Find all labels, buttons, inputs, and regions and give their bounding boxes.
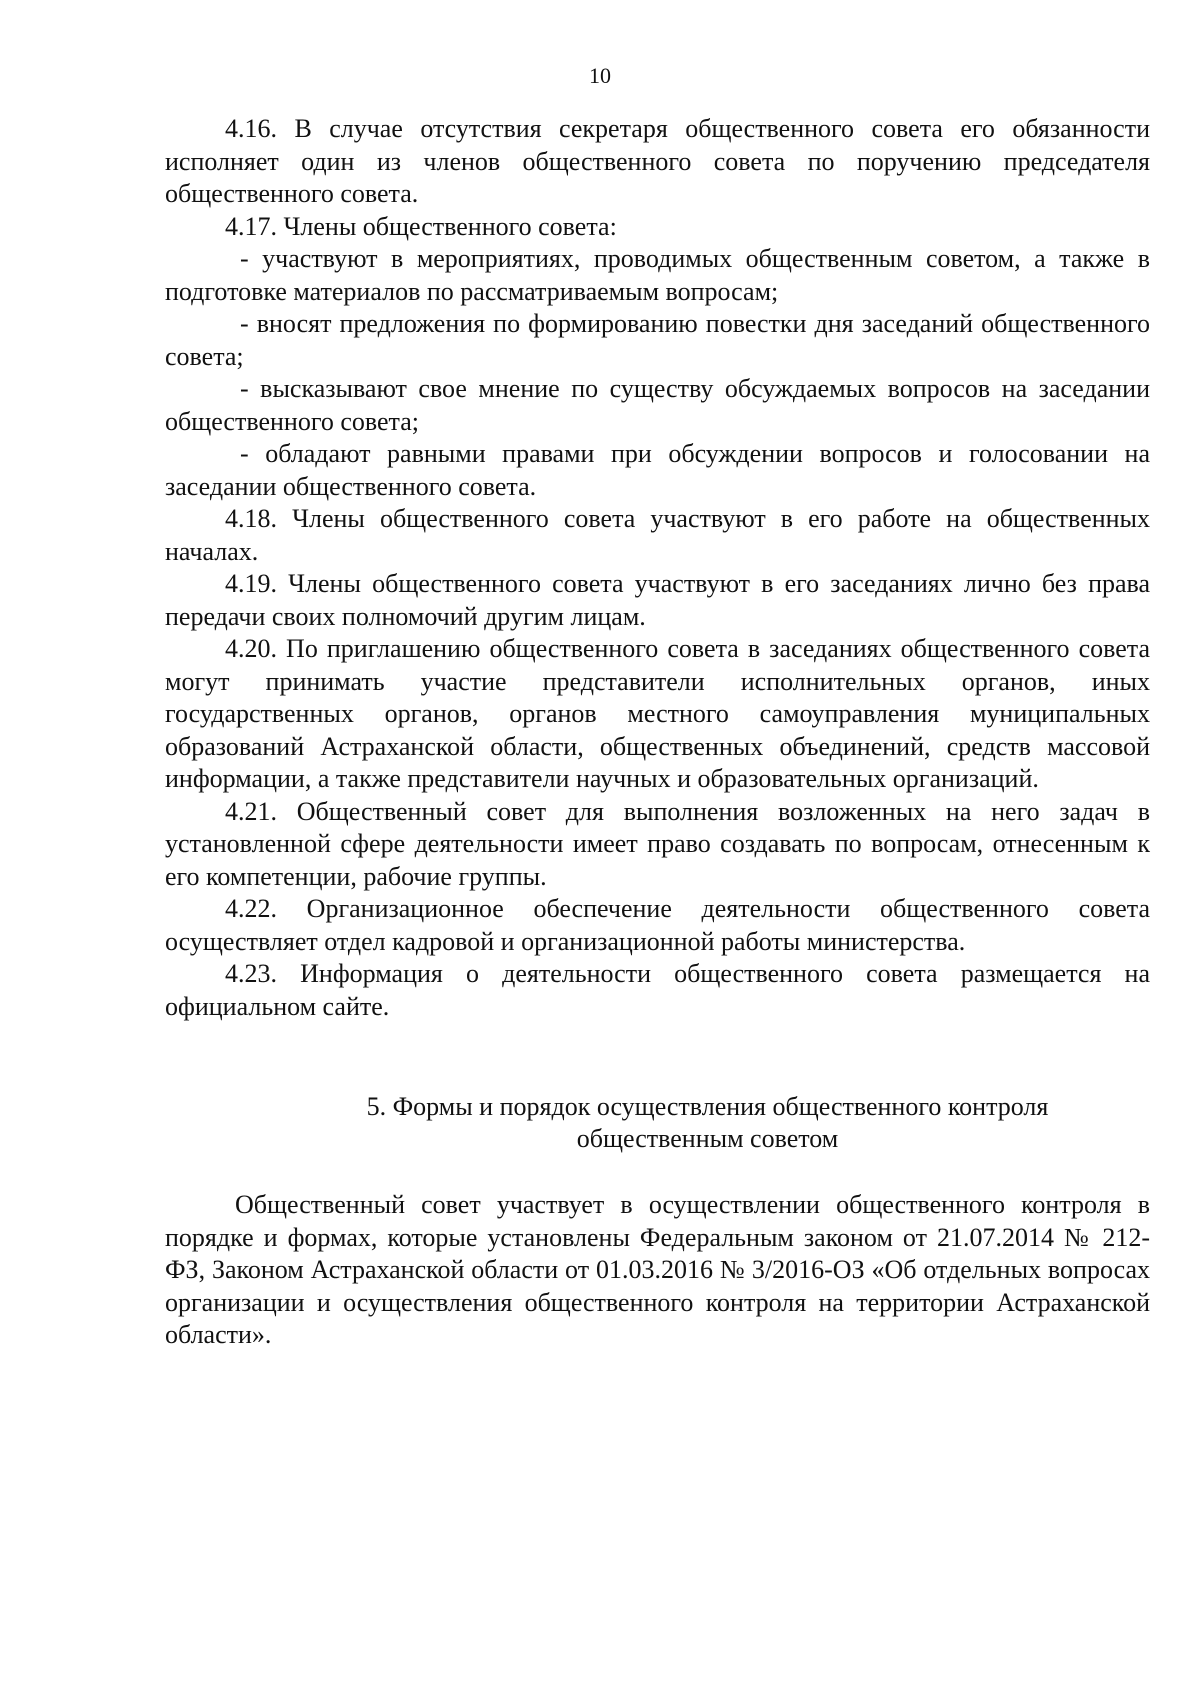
section-4-continuation	[165, 113, 1150, 1023]
paragraph-section-5: Общественный совет участвует в осуществлении общественного контроля в порядке и формах, которые установлены Федеральным законом от 21.07.2014 № 212-ФЗ, Законом Астраханской области от 01.03.2016 № 3/2016-ОЗ «Об отдельных вопросах организации и осуществления общественного контроля на территории Астраханской области».	[165, 1190, 1150, 1349]
paragraph-4-19: 4.19. Члены общественного совета участвуют в его заседаниях лично без права передачи своих полномочий другим лицам.	[165, 569, 1150, 631]
paragraph-4-21: 4.21. Общественный совет для выполнения возложенных на него задач в установленной сфере деятельности имеет право создавать по вопросам, отнесенным к его компетенции, рабочие группы.	[165, 796, 1150, 891]
paragraph-4-20: 4.20. По приглашению общественного совета в заседаниях общественного совета могут принимать участие представители исполнительных органов, иных государственных органов, органов местного самоуправления муниципальных образований Астраханской области, общественных объединений, средств массовой информации, а также представители научных и образовательных организаций.	[165, 634, 1150, 793]
paragraph-4-23: 4.23. Информация о деятельности общественного совета размещается на официальном сайте.	[165, 959, 1150, 1021]
paragraph-4-18: 4.18. Члены общественного совета участвуют в его работе на общественных началах.	[165, 504, 1150, 566]
paragraph-4-17: 4.17. Члены общественного совета:	[225, 211, 617, 241]
list-item-proposals: - вносят предложения по формированию повестки дня заседаний общественного совета;	[165, 309, 1150, 371]
page-number: 10	[589, 63, 611, 88]
list-item-participate: - участвуют в мероприятиях, проводимых общественным советом, а также в подготовке материалов по рассматриваемым вопросам;	[165, 244, 1150, 306]
section-5-heading	[165, 1091, 1150, 1155]
paragraph-4-16: 4.16. В случае отсутствия секретаря общественного совета его обязанности исполняет один из членов общественного совета по поручению председателя общественного совета.	[165, 114, 1150, 208]
section-5-heading-line-2: общественным советом	[576, 1124, 839, 1153]
section-5-heading-line-1: 5. Формы и порядок осуществления общественного контроля	[366, 1092, 1049, 1121]
section-5-body	[165, 1189, 1150, 1352]
list-item-equal-rights: - обладают равными правами при обсуждении вопросов и голосовании на заседании общественного совета.	[165, 439, 1150, 501]
paragraph-4-22: 4.22. Организационное обеспечение деятельности общественного совета осуществляет отдел кадровой и организационной работы министерства.	[165, 894, 1150, 956]
list-item-opinion: - высказывают свое мнение по существу обсуждаемых вопросов на заседании общественного совета;	[165, 374, 1150, 436]
